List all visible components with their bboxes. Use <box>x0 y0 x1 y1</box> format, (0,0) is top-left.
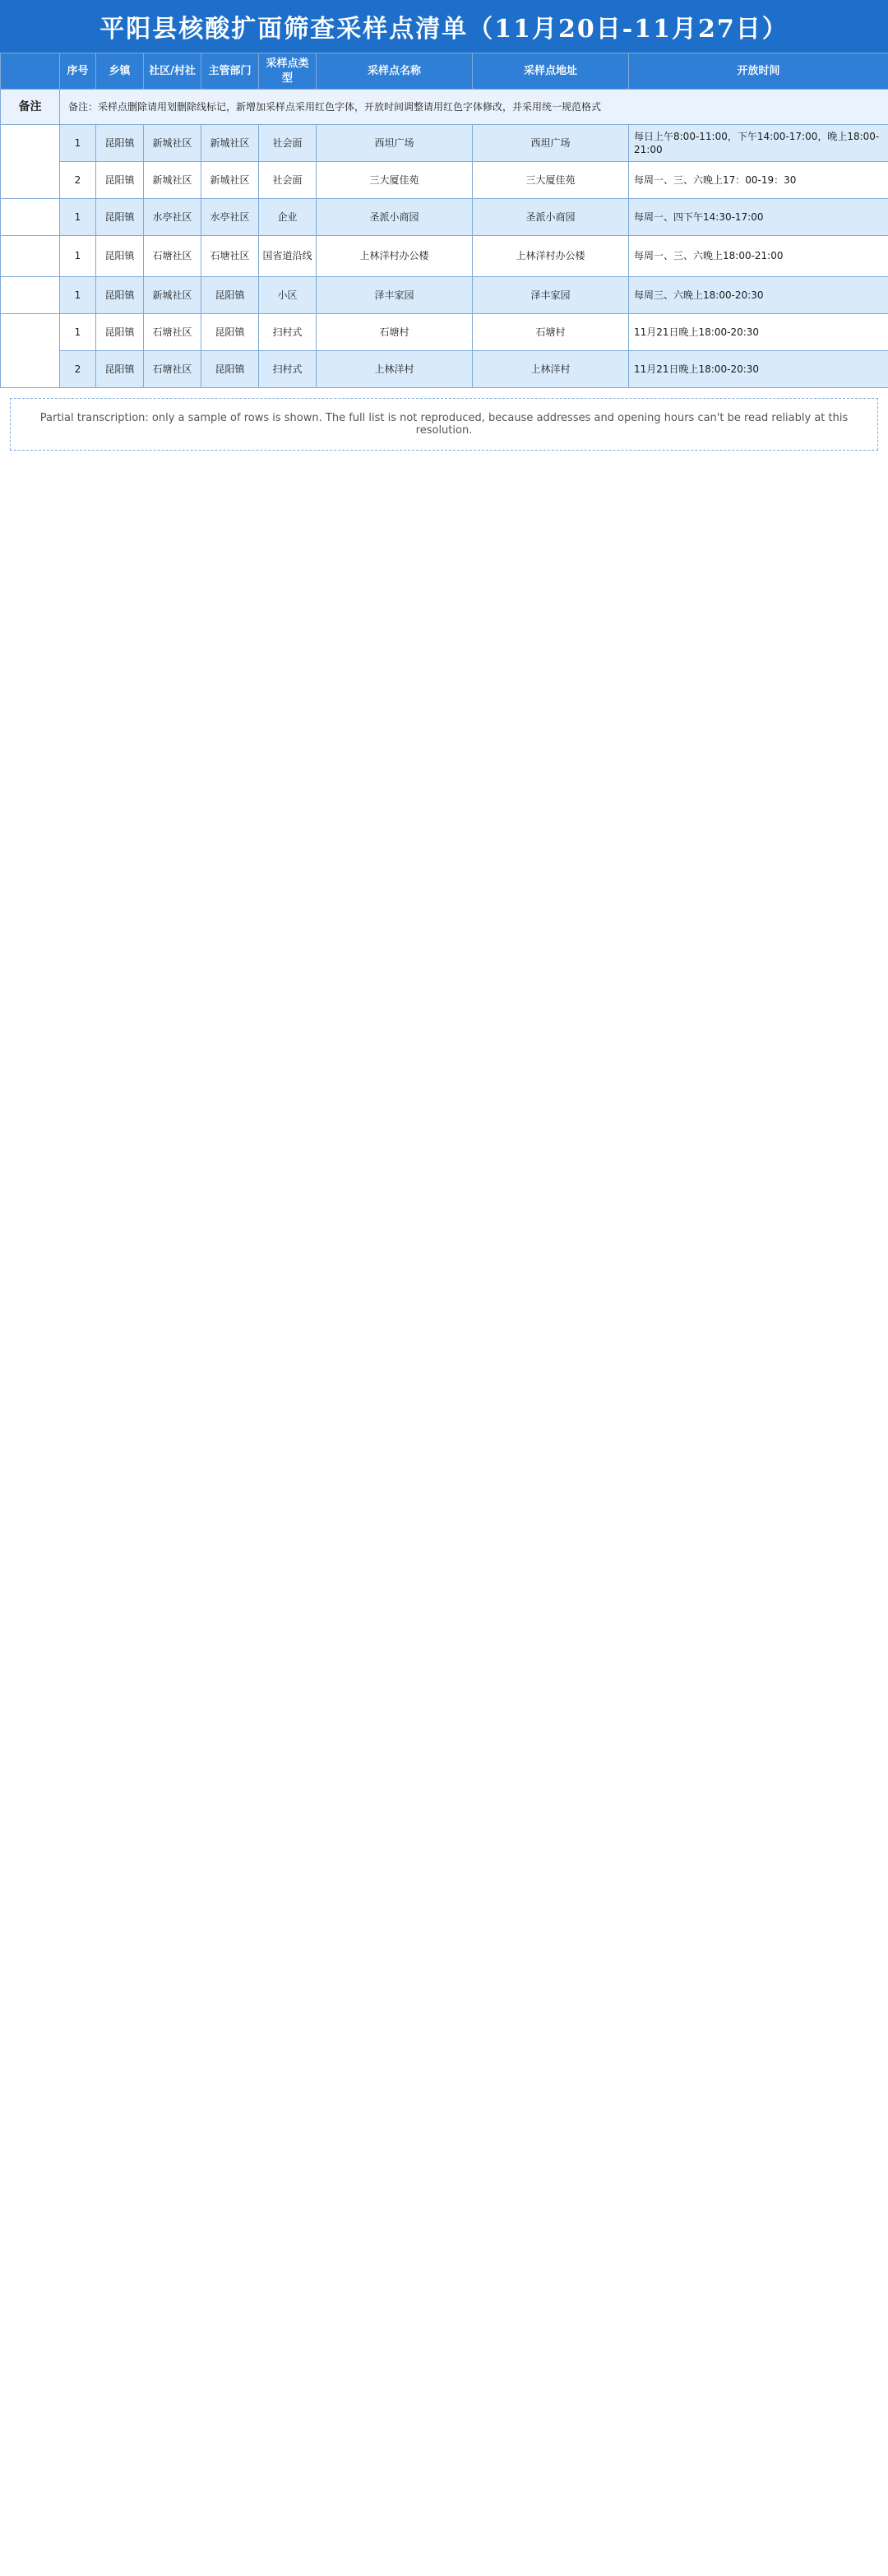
row-type: 国省道沿线 <box>259 236 317 277</box>
row-community: 石塘社区 <box>144 313 201 350</box>
row-name: 上林洋村 <box>317 350 473 387</box>
table-header-row <box>1 53 888 90</box>
row-no: 1 <box>60 313 96 350</box>
sampling-table <box>0 53 888 388</box>
row-address: 上林洋村办公楼 <box>473 236 629 277</box>
row-dept: 昆阳镇 <box>201 276 259 313</box>
row-town: 昆阳镇 <box>96 236 144 277</box>
row-community: 新城社区 <box>144 125 201 162</box>
row-community: 水亭社区 <box>144 199 201 236</box>
header-label-column <box>1 53 60 90</box>
section-label: 国省道沿线 <box>1 236 60 277</box>
table-row <box>1 199 888 236</box>
header-no: 序号 <box>60 53 96 90</box>
section-label: 社会面 <box>1 125 60 199</box>
row-community: 石塘社区 <box>144 236 201 277</box>
row-town: 昆阳镇 <box>96 125 144 162</box>
row-town: 昆阳镇 <box>96 350 144 387</box>
row-address: 泽丰家园 <box>473 276 629 313</box>
row-address: 西坦广场 <box>473 125 629 162</box>
row-address: 上林洋村 <box>473 350 629 387</box>
table-row <box>1 350 888 387</box>
section-label: 企业 <box>1 199 60 236</box>
row-dept: 石塘社区 <box>201 236 259 277</box>
row-hours: 每周一、三、六晚上17：00-19：30 <box>629 162 888 199</box>
table-row <box>1 125 888 162</box>
page-title: 平阳县核酸扩面筛查采样点清单（11月20日-11月27日） <box>0 0 888 53</box>
row-type: 扫村式 <box>259 350 317 387</box>
row-type: 社会面 <box>259 125 317 162</box>
row-name: 泽丰家园 <box>317 276 473 313</box>
page <box>0 0 888 451</box>
section-label: "扫村式"采样点 <box>1 313 60 387</box>
header-community: 社区/村社 <box>144 53 201 90</box>
row-hours: 每周三、六晚上18:00-20:30 <box>629 276 888 313</box>
row-type: 扫村式 <box>259 313 317 350</box>
row-address: 圣派小商园 <box>473 199 629 236</box>
row-address: 三大厦佳苑 <box>473 162 629 199</box>
row-no: 1 <box>60 236 96 277</box>
row-dept: 新城社区 <box>201 125 259 162</box>
section-label: 小区 <box>1 276 60 313</box>
row-name: 西坦广场 <box>317 125 473 162</box>
row-hours: 每周一、三、六晚上18:00-21:00 <box>629 236 888 277</box>
note-text: 备注：采样点删除请用划删除线标记，新增加采样点采用红色字体，开放时间调整请用红色字体修改，并采用统一规范格式 <box>60 90 888 125</box>
row-town: 昆阳镇 <box>96 199 144 236</box>
header-dept: 主管部门 <box>201 53 259 90</box>
row-town: 昆阳镇 <box>96 276 144 313</box>
row-town: 昆阳镇 <box>96 162 144 199</box>
row-hours: 每日上午8:00-11:00，下午14:00-17:00，晚上18:00-21:00 <box>629 125 888 162</box>
partial-transcription-notice: Partial transcription: only a sample of rows is shown. The full list is not reproduced, because addresses and opening hours can't be read reliably at this resolution. <box>10 398 878 451</box>
row-dept: 昆阳镇 <box>201 313 259 350</box>
row-town: 昆阳镇 <box>96 313 144 350</box>
table-body <box>1 90 888 388</box>
table-row <box>1 162 888 199</box>
row-name: 三大厦佳苑 <box>317 162 473 199</box>
header-name: 采样点名称 <box>317 53 473 90</box>
row-address: 石塘村 <box>473 313 629 350</box>
row-no: 1 <box>60 276 96 313</box>
row-name: 上林洋村办公楼 <box>317 236 473 277</box>
row-hours: 每周一、四下午14:30-17:00 <box>629 199 888 236</box>
row-community: 新城社区 <box>144 162 201 199</box>
row-type: 小区 <box>259 276 317 313</box>
header-address: 采样点地址 <box>473 53 629 90</box>
header-type: 采样点类型 <box>259 53 317 90</box>
row-dept: 水亭社区 <box>201 199 259 236</box>
row-community: 新城社区 <box>144 276 201 313</box>
row-no: 2 <box>60 350 96 387</box>
table-row <box>1 276 888 313</box>
note-label: 备注 <box>1 90 60 125</box>
row-type: 企业 <box>259 199 317 236</box>
header-town: 乡镇 <box>96 53 144 90</box>
row-no: 1 <box>60 199 96 236</box>
row-hours: 11月21日晚上18:00-20:30 <box>629 350 888 387</box>
row-dept: 新城社区 <box>201 162 259 199</box>
row-no: 1 <box>60 125 96 162</box>
row-no: 2 <box>60 162 96 199</box>
header-hours: 开放时间 <box>629 53 888 90</box>
row-name: 石塘村 <box>317 313 473 350</box>
row-hours: 11月21日晚上18:00-20:30 <box>629 313 888 350</box>
row-name: 圣派小商园 <box>317 199 473 236</box>
table-row <box>1 236 888 277</box>
row-dept: 昆阳镇 <box>201 350 259 387</box>
row-community: 石塘社区 <box>144 350 201 387</box>
note-row <box>1 90 888 125</box>
row-type: 社会面 <box>259 162 317 199</box>
table-row <box>1 313 888 350</box>
